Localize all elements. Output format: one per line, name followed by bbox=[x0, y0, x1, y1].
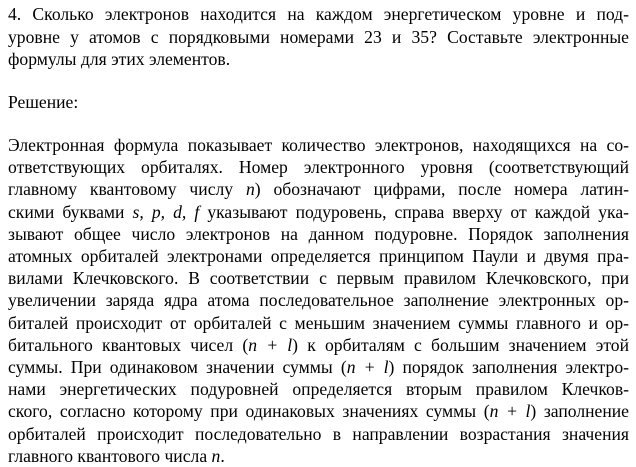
text-segment: ) порядок заполнения электро- bbox=[388, 357, 629, 377]
task-line-3: формулы для этих элементов. bbox=[8, 49, 231, 69]
solution-line-13 bbox=[8, 400, 629, 422]
solution-heading: Решение: bbox=[8, 92, 79, 112]
text-segment: суммы. При одинаковом значении суммы ( bbox=[8, 357, 347, 377]
solution-line-14: орбиталей происходит последовательно в направлении возрастания значения bbox=[8, 424, 629, 444]
text-segment: ского, согласно которому при одинаковых значениях суммы ( bbox=[8, 401, 490, 421]
solution-line-10 bbox=[8, 334, 629, 356]
text-segment: ) к орбиталям с большим значением этой bbox=[292, 335, 629, 355]
solution-line-9: биталей происходит от орбиталей с меньшим значением суммы главного и ор- bbox=[8, 313, 629, 333]
solution-line-12: нами энергетических подуровней определяется вторым правилом Клечков- bbox=[8, 379, 629, 399]
solution-line-8: увеличении заряда ядра атома последовательное заполнение электронных ор- bbox=[8, 290, 629, 310]
solution-line-7: вилами Клечковского. В соответствии с первым правилом Клечковского, при bbox=[8, 268, 629, 288]
expression-n-plus-l: n + l bbox=[489, 401, 531, 421]
variable-n: n bbox=[245, 179, 255, 199]
solution-line-6: атомных орбиталей электронами определяется принципом Паули и двумя пра- bbox=[8, 246, 629, 266]
solution-line-5: зывают общее число электронов на данном подуровне. Порядок заполнения bbox=[8, 224, 629, 244]
sublevel-letters: s, p, d, f bbox=[132, 202, 200, 222]
expression-n-plus-l: n + l bbox=[346, 357, 389, 377]
variable-n: n bbox=[211, 446, 221, 466]
text-segment: . bbox=[220, 446, 225, 466]
expression-n-plus-l: n + l bbox=[248, 335, 293, 355]
task-line-1: 4. Сколько электронов находится на каждом энергетическом уровне и под- bbox=[8, 4, 629, 24]
text-segment: битального квантовых чисел ( bbox=[8, 335, 249, 355]
text-segment: указывают подуровень, справа вверху от каждой ука- bbox=[199, 202, 629, 222]
text-segment: скими буквами bbox=[8, 202, 133, 222]
text-segment: главного квантового числа bbox=[8, 446, 212, 466]
text-segment: ) заполнение bbox=[530, 401, 629, 421]
solution-line-11 bbox=[8, 356, 629, 378]
task-line-2: уровне у атомов с порядковыми номерами 23 и 35? Составьте электронные bbox=[8, 27, 629, 47]
solution-line-4 bbox=[8, 201, 629, 223]
solution-line-1: Электронная формула показывает количество электронов, находящихся на со- bbox=[8, 135, 629, 155]
solution-line-3 bbox=[8, 178, 629, 200]
solution-line-2: ответствующих орбиталях. Номер электронного уровня (соответствующий bbox=[8, 157, 629, 177]
text-segment: главному квантовому числу bbox=[8, 179, 246, 199]
text-segment: ) обозначают цифрами, после номера латин- bbox=[254, 179, 629, 199]
solution-line-15 bbox=[8, 445, 629, 467]
